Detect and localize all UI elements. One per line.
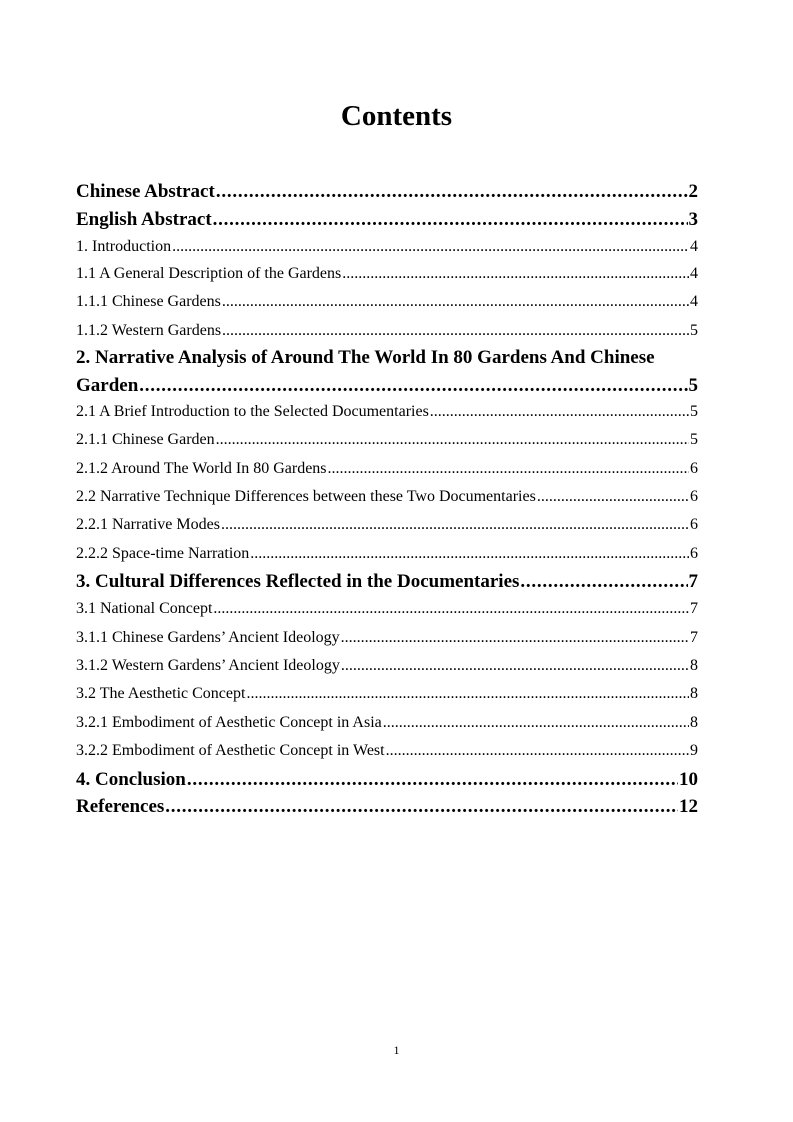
toc-entry-page: 12 xyxy=(679,796,698,817)
dot-leader xyxy=(386,742,689,760)
toc-entry-page: 5 xyxy=(688,375,698,396)
toc-entry-label: 3.1.1 Chinese Gardens’ Ancient Ideology xyxy=(76,629,340,646)
page-title: Contents xyxy=(340,100,453,132)
toc-entry-label: 3.2 The Aesthetic Concept xyxy=(76,685,246,702)
toc-entry-3-1-2[interactable] xyxy=(76,657,698,675)
toc-entry-3-2[interactable] xyxy=(76,685,698,703)
toc-entry-page: 5 xyxy=(690,431,698,448)
dot-leader xyxy=(520,571,687,593)
toc-entry-2-line1[interactable]: 2. Narrative Analysis of Around The World In 80 Gardens And Chinese xyxy=(76,347,655,368)
toc-entry-3[interactable] xyxy=(76,571,698,593)
toc-entry-2-1[interactable] xyxy=(76,403,698,421)
dot-leader xyxy=(172,238,689,256)
toc-entry-page: 5 xyxy=(690,403,698,420)
toc-entry-page: 6 xyxy=(690,545,698,562)
toc-entry-1-1-2[interactable] xyxy=(76,322,698,340)
dot-leader xyxy=(222,293,689,311)
toc-entry-label: 1.1.1 Chinese Gardens xyxy=(76,293,221,310)
toc-entry-3-2-1[interactable] xyxy=(76,714,698,732)
toc-entry-label: 1.1 A General Description of the Gardens xyxy=(76,265,342,282)
toc-entry-page: 5 xyxy=(690,322,698,339)
dot-leader xyxy=(430,403,689,421)
toc-entry-label: 1. Introduction xyxy=(76,238,172,255)
toc-entry-3-1-1[interactable] xyxy=(76,629,698,647)
toc-entry-page: 6 xyxy=(690,516,698,533)
dot-leader xyxy=(341,629,689,647)
toc-entry-label: 2.1.2 Around The World In 80 Gardens xyxy=(76,460,327,477)
dot-leader xyxy=(221,516,689,534)
toc-entry-page: 2 xyxy=(688,181,698,202)
toc-entry-label: 1.1.2 Western Gardens xyxy=(76,322,222,339)
dot-leader xyxy=(213,209,688,231)
toc-entry-label: Chinese Abstract xyxy=(76,181,215,202)
toc-entry-conclusion[interactable] xyxy=(76,769,698,791)
toc-entry-2-1-1[interactable] xyxy=(76,431,698,449)
dot-leader xyxy=(216,181,688,203)
dot-leader xyxy=(383,714,689,732)
toc-entry-chinese-abstract[interactable] xyxy=(76,181,698,203)
toc-entry-2-2[interactable] xyxy=(76,488,698,506)
toc-entry-label: English Abstract xyxy=(76,209,212,230)
toc-entry-page: 8 xyxy=(690,657,698,674)
toc-entry-1-1-1[interactable] xyxy=(76,293,698,311)
dot-leader xyxy=(213,600,689,618)
toc-entry-page: 6 xyxy=(690,460,698,477)
toc-entry-3-1[interactable] xyxy=(76,600,698,618)
toc-entry-label: 2.2.1 Narrative Modes xyxy=(76,516,220,533)
dot-leader xyxy=(139,375,687,397)
page-number: 1 xyxy=(393,1043,400,1057)
toc-entry-label: 3. Cultural Differences Reflected in the Documentaries xyxy=(76,571,520,592)
toc-entry-page: 3 xyxy=(688,209,698,230)
toc-entry-label: 4. Conclusion xyxy=(76,769,186,790)
toc-entry-2-1-2[interactable] xyxy=(76,460,698,478)
toc-entry-label: 3.1.2 Western Gardens’ Ancient Ideology xyxy=(76,657,340,674)
toc-entry-label: References xyxy=(76,796,165,817)
toc-entry-label: 2.1 A Brief Introduction to the Selected Documentaries xyxy=(76,403,429,420)
dot-leader xyxy=(250,545,689,563)
dot-leader xyxy=(341,657,689,675)
toc-entry-references[interactable] xyxy=(76,796,698,818)
toc-entry-page: 10 xyxy=(679,769,698,790)
toc-entry-page: 4 xyxy=(690,293,698,310)
toc-entry-page: 7 xyxy=(688,571,698,592)
toc-entry-2-2-2[interactable] xyxy=(76,545,698,563)
dot-leader xyxy=(216,431,689,449)
dot-leader xyxy=(165,796,678,818)
toc-entry-page: 8 xyxy=(690,685,698,702)
toc-entry-2-2-1[interactable] xyxy=(76,516,698,534)
dot-leader xyxy=(246,685,689,703)
toc-entry-label: 2.2.2 Space-time Narration xyxy=(76,545,250,562)
toc-entry-page: 9 xyxy=(690,742,698,759)
toc-entry-label: 2.2 Narrative Technique Differences between these Two Documentaries xyxy=(76,488,536,505)
dot-leader xyxy=(537,488,689,506)
toc-entry-label: Garden xyxy=(76,375,139,396)
toc-entry-label: 3.2.1 Embodiment of Aesthetic Concept in Asia xyxy=(76,714,382,731)
toc-entry-page: 4 xyxy=(690,265,698,282)
toc-entry-introduction[interactable] xyxy=(76,238,698,256)
toc-entry-label: 3.2.2 Embodiment of Aesthetic Concept in West xyxy=(76,742,385,759)
toc-entry-label: 2.1.1 Chinese Garden xyxy=(76,431,215,448)
toc-entry-page: 7 xyxy=(690,629,698,646)
dot-leader xyxy=(342,265,689,283)
toc-entry-page: 4 xyxy=(690,238,698,255)
toc-entry-english-abstract[interactable] xyxy=(76,209,698,231)
toc-entry-page: 6 xyxy=(690,488,698,505)
toc-entry-3-2-2[interactable] xyxy=(76,742,698,760)
toc-entry-2[interactable] xyxy=(76,375,698,397)
dot-leader xyxy=(328,460,689,478)
dot-leader xyxy=(222,322,689,340)
toc-entry-label: 3.1 National Concept xyxy=(76,600,213,617)
toc-entry-page: 7 xyxy=(690,600,698,617)
dot-leader xyxy=(187,769,678,791)
toc-entry-page: 8 xyxy=(690,714,698,731)
toc-entry-1-1[interactable] xyxy=(76,265,698,283)
